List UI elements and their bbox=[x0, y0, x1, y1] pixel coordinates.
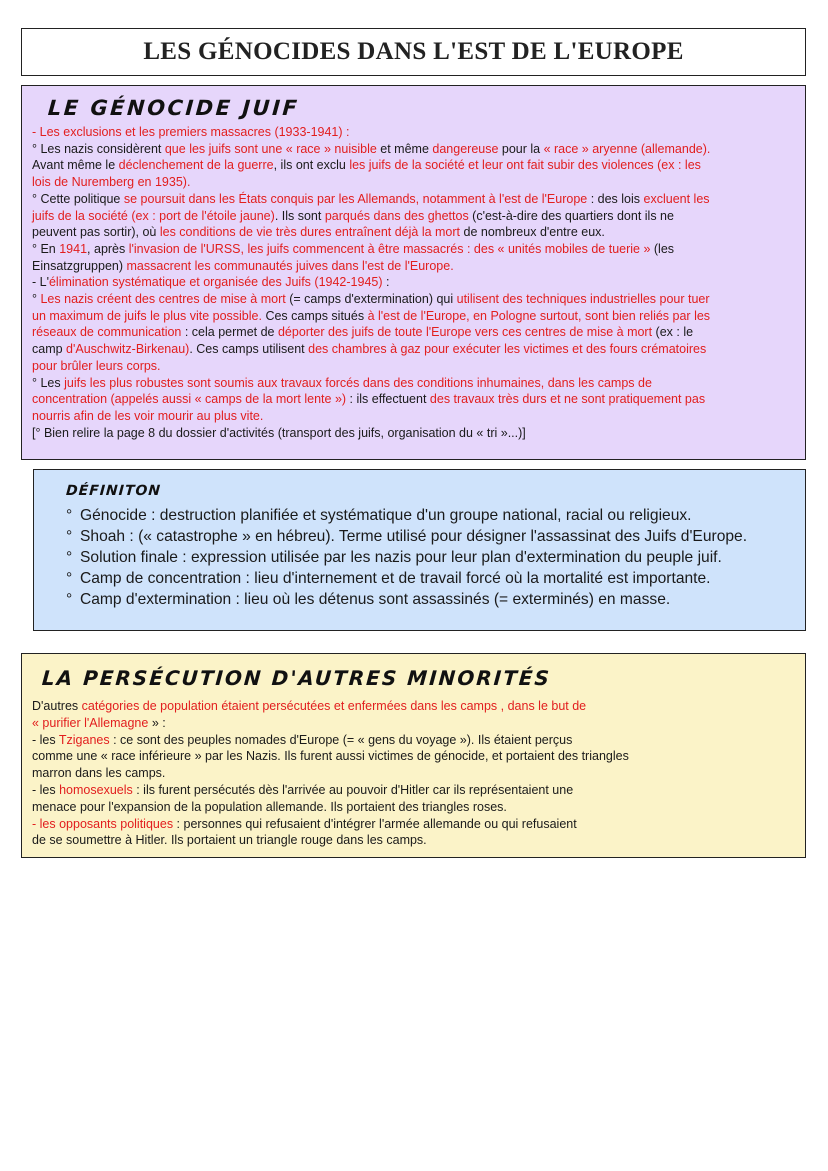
plain-text: comme une « race inférieure » par les Nazis. Ils furent aussi victimes de génocide, et portaient des triangles bbox=[32, 749, 629, 764]
plain-text: - les bbox=[32, 782, 60, 797]
plain-text: - L' bbox=[32, 275, 49, 290]
plain-text: » : bbox=[148, 715, 166, 730]
plain-text: peuvent pas sortir), où bbox=[32, 225, 160, 240]
text-line bbox=[32, 274, 789, 291]
plain-text: (= camps d'extermination) qui bbox=[285, 292, 457, 307]
section-genocide-juif bbox=[21, 85, 806, 460]
plain-text: : ce sont des peuples nomades d'Europe (= « gens du voyage »). Ils étaient perçus bbox=[109, 732, 573, 747]
plain-text: : ils effectuent bbox=[346, 392, 430, 407]
highlight-text: catégories de population étaient persécutées et enfermées dans les camps , dans le but de bbox=[81, 699, 587, 713]
highlight-text: réseaux de communication bbox=[32, 325, 182, 340]
text-line bbox=[32, 258, 789, 275]
highlight-text: opposants politiques bbox=[59, 816, 174, 831]
text-line bbox=[32, 782, 789, 799]
plain-text: pour la bbox=[498, 141, 544, 156]
plain-text: : ils furent persécutés dès l'arrivée au pouvoir d'Hitler car ils représentaient une bbox=[132, 782, 574, 797]
text-line bbox=[32, 224, 789, 241]
plain-text: ° bbox=[32, 292, 41, 307]
highlight-text: élimination systématique et organisée des Juifs (1942-1945) bbox=[48, 275, 383, 290]
plain-text: , après bbox=[87, 241, 129, 256]
title-box bbox=[21, 28, 806, 76]
plain-text: Ces camps situés bbox=[261, 308, 368, 323]
plain-text: [° Bien relire la page 8 du dossier d'activités (transport des juifs, organisation du « tri »...)] bbox=[32, 425, 526, 440]
plain-text: : bbox=[382, 275, 390, 290]
plain-text: marron dans les camps. bbox=[32, 766, 166, 781]
highlight-text: que les juifs sont une « race » nuisible bbox=[164, 141, 377, 156]
highlight-text: déporter des juifs de toute l'Europe vers ces centres de mise à mort bbox=[277, 325, 653, 340]
text-line bbox=[32, 832, 789, 849]
definition-list bbox=[66, 505, 789, 610]
text-line bbox=[32, 425, 789, 442]
plain-text: : personnes qui refusaient d'intégrer l'armée allemande ou qui refusaient bbox=[173, 816, 577, 831]
plain-text: de nombreux d'entre eux. bbox=[460, 225, 605, 240]
section-persecution bbox=[21, 653, 806, 858]
highlight-text: des travaux très durs et ne sont pratiquement pas bbox=[429, 392, 706, 407]
text-line bbox=[32, 241, 789, 258]
highlight-text: - les bbox=[32, 816, 60, 831]
highlight-text: d'Auschwitz-Birkenau) bbox=[66, 342, 190, 357]
plain-text: - les bbox=[32, 732, 59, 747]
text-line bbox=[32, 358, 789, 375]
text-line bbox=[32, 324, 789, 341]
plain-text: menace pour l'expansion de la population allemande. Ils portaient des triangles roses. bbox=[32, 799, 507, 814]
highlight-text: lois de Nuremberg en 1935). bbox=[32, 175, 191, 190]
highlight-text: - Les exclusions et les premiers massacres (1933-1941) : bbox=[32, 125, 350, 139]
section-definition bbox=[33, 469, 806, 631]
highlight-text: déclenchement de la guerre bbox=[118, 158, 274, 173]
text-line bbox=[32, 308, 789, 325]
plain-text: D'autres bbox=[32, 699, 82, 713]
plain-text: Einsatzgruppen) bbox=[32, 258, 127, 273]
plain-text: (ex : le bbox=[652, 325, 694, 340]
plain-text: camp bbox=[32, 342, 67, 357]
plain-text: , ils ont exclu bbox=[273, 158, 350, 173]
highlight-text: à l'est de l'Europe, en Pologne surtout, sont bien reliés par les bbox=[367, 308, 711, 323]
plain-text: (les bbox=[650, 241, 675, 256]
definition-item: ° Solution finale : expression utilisée par les nazis pour leur plan d'extermination du peuple juif. bbox=[66, 549, 722, 566]
highlight-text: nourris afin de les voir mourir au plus vite. bbox=[32, 408, 264, 423]
text-line bbox=[32, 174, 789, 191]
plain-text: . Ils sont bbox=[274, 208, 325, 223]
text-line bbox=[32, 208, 789, 225]
highlight-text: juifs de la société (ex : port de l'étoile jaune) bbox=[32, 208, 275, 223]
highlight-text: excluent les bbox=[643, 191, 710, 206]
plain-text: ° Les bbox=[32, 375, 65, 390]
highlight-text: parqués dans des ghettos bbox=[324, 208, 469, 223]
section-heading: LE GÉNOCIDE JUIF bbox=[47, 96, 301, 120]
text-line bbox=[32, 765, 789, 782]
text-line bbox=[32, 698, 789, 715]
plain-text: Avant même le bbox=[32, 158, 119, 173]
highlight-text: se poursuit dans les États conquis par les Allemands, notamment à l'est de l'Europe bbox=[123, 191, 588, 206]
text-line bbox=[32, 141, 789, 158]
highlight-text: massacrent les communautés juives dans l'est de l'Europe. bbox=[126, 258, 454, 273]
highlight-text: dangereuse bbox=[432, 141, 499, 156]
highlight-text: homosexuels bbox=[59, 782, 133, 797]
highlight-text: 1941 bbox=[59, 241, 88, 256]
highlight-text: utilisent des techniques industrielles pour tuer bbox=[456, 292, 710, 307]
plain-text: de se soumettre à Hitler. Ils portaient un triangle rouge dans les camps. bbox=[32, 833, 427, 848]
highlight-text: des chambres à gaz pour exécuter les victimes et des fours crématoires bbox=[308, 342, 707, 357]
definition-item: ° Camp d'extermination : lieu où les détenus sont assassinés (= exterminés) en masse. bbox=[66, 591, 671, 608]
highlight-text: « race » aryenne (allemande). bbox=[543, 141, 711, 156]
highlight-text: les juifs de la société et leur ont fait subir des violences (ex : les bbox=[349, 158, 701, 173]
text-line bbox=[32, 291, 789, 308]
plain-text: ° Cette politique bbox=[32, 191, 124, 206]
definition-item: ° Génocide : destruction planifiée et systématique d'un groupe national, racial ou religieux. bbox=[66, 507, 692, 524]
plain-text: : des lois bbox=[587, 191, 644, 206]
text-line bbox=[32, 816, 789, 833]
text-line bbox=[32, 408, 789, 425]
highlight-text: Tziganes bbox=[58, 732, 110, 747]
highlight-text: Les nazis créent des centres de mise à mort bbox=[40, 292, 286, 307]
page-title: LES GÉNOCIDES DANS L'EST DE L'EUROPE bbox=[143, 38, 684, 65]
plain-text: . Ces camps utilisent bbox=[189, 342, 309, 357]
genocide-text bbox=[32, 124, 789, 441]
highlight-text: concentration (appelés aussi « camps de la mort lente ») bbox=[32, 392, 347, 407]
plain-text: ° En bbox=[32, 241, 60, 256]
text-line bbox=[32, 124, 789, 141]
definition-item: ° Camp de concentration : lieu d'internement et de travail forcé où la mortalité est importante. bbox=[66, 570, 711, 587]
text-line bbox=[32, 375, 789, 392]
plain-text: : cela permet de bbox=[181, 325, 278, 340]
plain-text: et même bbox=[376, 141, 433, 156]
text-line bbox=[32, 748, 789, 765]
text-line bbox=[32, 732, 789, 749]
section-heading: DÉFINITON bbox=[65, 483, 162, 499]
persecution-text bbox=[32, 698, 789, 849]
text-line bbox=[32, 191, 789, 208]
highlight-text: pour brûler leurs corps. bbox=[32, 358, 161, 373]
highlight-text: l'invasion de l'URSS, les juifs commencent à être massacrés : des « unités mobiles de tuerie » bbox=[128, 241, 651, 256]
definition-item: ° Shoah : (« catastrophe » en hébreu). Terme utilisé pour désigner l'assassinat des Juifs d'Europe. bbox=[66, 528, 748, 545]
text-line bbox=[32, 715, 789, 732]
highlight-text: un maximum de juifs le plus vite possible. bbox=[32, 308, 262, 323]
section-heading: LA PERSÉCUTION D'AUTRES MINORITÉS bbox=[41, 666, 552, 690]
plain-text: ° Les nazis considèrent bbox=[32, 141, 165, 156]
text-line bbox=[32, 391, 789, 408]
plain-text: (c'est-à-dire des quartiers dont ils ne bbox=[468, 208, 674, 223]
text-line bbox=[32, 157, 789, 174]
text-line bbox=[32, 341, 789, 358]
highlight-text: juifs les plus robustes sont soumis aux travaux forcés dans des conditions inhumaines, dans les camps de bbox=[64, 375, 652, 390]
highlight-text: les conditions de vie très dures entraînent déjà la mort bbox=[159, 225, 461, 240]
highlight-text: « purifier l'Allemagne bbox=[32, 715, 149, 730]
text-line bbox=[32, 799, 789, 816]
